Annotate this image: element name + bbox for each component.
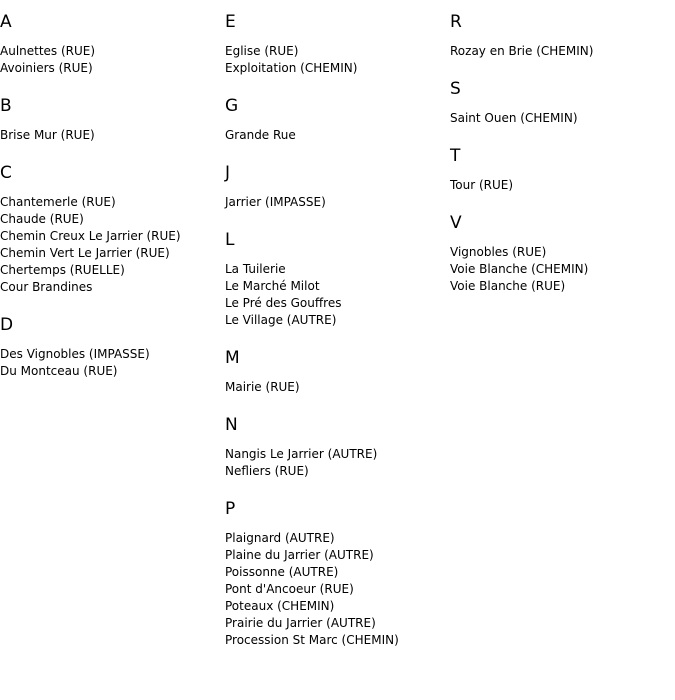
street-link[interactable]: Chertemps (RUELLE) — [0, 263, 125, 277]
street-link[interactable]: Jarrier (IMPASSE) — [225, 195, 326, 209]
street-link[interactable]: Des Vignobles (IMPASSE) — [0, 347, 150, 361]
letter-group — [225, 159, 450, 211]
letter-group — [0, 311, 225, 380]
letter-group — [225, 226, 450, 329]
street-link[interactable]: Plaignard (AUTRE) — [225, 531, 335, 545]
letter-heading: R — [450, 12, 462, 32]
letter-heading: E — [225, 12, 236, 32]
letter-heading: B — [0, 96, 12, 116]
street-link[interactable]: Brise Mur (RUE) — [0, 128, 95, 142]
index-column — [225, 8, 450, 664]
letter-heading: A — [0, 12, 12, 32]
letter-group — [225, 92, 450, 144]
letter-group — [0, 92, 225, 144]
letter-group — [0, 159, 225, 296]
street-link[interactable]: Pont d'Ancoeur (RUE) — [225, 582, 354, 596]
street-link[interactable]: Chaude (RUE) — [0, 212, 84, 226]
letter-heading: V — [450, 213, 462, 233]
street-link[interactable]: Le Marché Milot — [225, 279, 320, 293]
letter-heading: L — [225, 230, 235, 250]
letter-heading: T — [450, 146, 461, 166]
street-link[interactable]: Le Pré des Gouffres — [225, 296, 342, 310]
letter-group — [0, 8, 225, 77]
street-link[interactable]: Eglise (RUE) — [225, 44, 299, 58]
letter-heading: N — [225, 415, 238, 435]
street-link[interactable]: Chemin Creux Le Jarrier (RUE) — [0, 229, 181, 243]
letter-heading: J — [225, 163, 231, 183]
letter-heading: M — [225, 348, 240, 368]
letter-group — [225, 8, 450, 77]
street-link[interactable]: Chemin Vert Le Jarrier (RUE) — [0, 246, 170, 260]
street-link[interactable]: Aulnettes (RUE) — [0, 44, 96, 58]
street-link[interactable]: Exploitation (CHEMIN) — [225, 61, 358, 75]
index-column — [0, 8, 225, 395]
letter-heading: C — [0, 163, 12, 183]
letter-heading: P — [225, 499, 236, 519]
street-link[interactable]: Plaine du Jarrier (AUTRE) — [225, 548, 374, 562]
street-link[interactable]: Tour (RUE) — [450, 178, 514, 192]
street-link[interactable]: Nefliers (RUE) — [225, 464, 309, 478]
letter-group — [450, 209, 675, 295]
letter-group — [450, 75, 675, 127]
letter-heading: S — [450, 79, 461, 99]
letter-heading: D — [0, 315, 14, 335]
street-link[interactable]: Procession St Marc (CHEMIN) — [225, 633, 399, 647]
street-link[interactable]: Prairie du Jarrier (AUTRE) — [225, 616, 376, 630]
street-link[interactable]: Chantemerle (RUE) — [0, 195, 116, 209]
street-link[interactable]: Nangis Le Jarrier (AUTRE) — [225, 447, 378, 461]
street-link[interactable]: Vignobles (RUE) — [450, 245, 547, 259]
letter-group — [450, 142, 675, 194]
street-link[interactable]: Voie Blanche (RUE) — [450, 279, 566, 293]
street-link[interactable]: Poissonne (AUTRE) — [225, 565, 339, 579]
street-link[interactable]: Avoiniers (RUE) — [0, 61, 93, 75]
street-link[interactable]: Mairie (RUE) — [225, 380, 300, 394]
letter-group — [450, 8, 675, 60]
street-link[interactable]: Poteaux (CHEMIN) — [225, 599, 335, 613]
letter-group — [225, 495, 450, 649]
street-link[interactable]: Cour Brandines — [0, 280, 93, 294]
letter-group — [225, 344, 450, 396]
street-link[interactable]: Voie Blanche (CHEMIN) — [450, 262, 589, 276]
letter-group — [225, 411, 450, 480]
street-link[interactable]: Rozay en Brie (CHEMIN) — [450, 44, 594, 58]
letter-heading: G — [225, 96, 239, 116]
street-link[interactable]: Du Montceau (RUE) — [0, 364, 118, 378]
street-link[interactable]: Grande Rue — [225, 128, 296, 142]
street-link[interactable]: Le Village (AUTRE) — [225, 313, 337, 327]
street-link[interactable]: Saint Ouen (CHEMIN) — [450, 111, 578, 125]
street-link[interactable]: La Tuilerie — [225, 262, 286, 276]
index-column — [450, 8, 675, 310]
